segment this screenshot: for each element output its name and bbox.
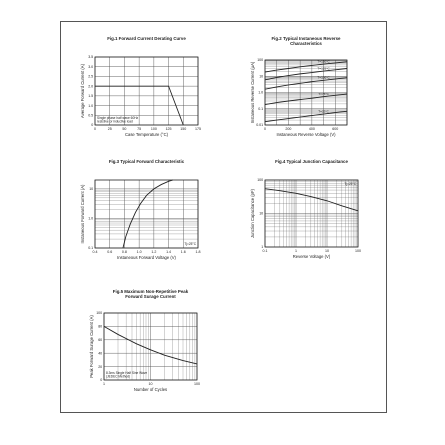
fig3-xtick-label: 0.6 [107, 250, 113, 254]
fig5-ytick-label: 100 [96, 311, 103, 316]
fig3-xtick-label: 0.4 [92, 250, 98, 254]
fig2-series-line [265, 94, 347, 105]
fig1-ytick-label: 3.0 [88, 64, 94, 69]
fig3-xtick-label: 1.4 [166, 250, 172, 254]
fig5-xtick-label: 10 [148, 382, 153, 386]
fig2-chart [250, 36, 347, 137]
fig2-xtick-label: 400 [308, 127, 315, 131]
fig4-x-axis-label: Reverse Voltage (V) [292, 254, 331, 259]
fig2-xtick-label: 0 [264, 127, 266, 131]
fig1-ytick-label: 0 [91, 123, 94, 128]
fig3-xtick-label: 1.0 [136, 250, 142, 254]
fig4-y-axis-label: Junction Capacitance (pF) [250, 189, 255, 238]
fig1-ytick-label: 1.5 [88, 94, 94, 99]
fig5-ytick-label: 80 [98, 324, 103, 329]
fig3-chart [80, 159, 201, 260]
fig1-xtick-label: 0 [94, 127, 96, 131]
fig1-xtick-label: 125 [165, 127, 172, 131]
fig3-ytick-label: 0.1 [88, 246, 94, 251]
fig3-x-axis-label: Instaneous Forward Voltage (V) [117, 255, 176, 260]
fig2-title: Characteristics [290, 41, 322, 46]
fig1-ytick-label: 1.0 [88, 103, 94, 108]
fig1-xtick-label: 50 [122, 127, 127, 131]
fig2-series-label: T=125°C [317, 66, 330, 71]
fig3-ytick-label: 10 [89, 187, 94, 192]
fig4-annotation: Tj=25°C [344, 182, 356, 186]
fig1-chart [80, 36, 201, 137]
fig4-title: Fig.4 Typical Junction Capacitance [275, 159, 348, 164]
fig1-xtick-label: 150 [180, 127, 187, 131]
fig1-xtick-label: 100 [150, 127, 157, 131]
fig1-title: Fig.1 Forward Current Derating Curve [107, 36, 186, 41]
fig5-title: Forward Surage Current [125, 294, 176, 299]
fig2-series-label: T=100°C [317, 75, 330, 80]
fig2-ytick-label: 0.01 [256, 123, 264, 128]
fig5-annotation: (JEDEC Method) [106, 374, 131, 379]
fig4-ytick-label: 100 [257, 178, 264, 183]
fig2-series-label: T=150°C [317, 59, 330, 64]
fig1-xtick-label: 175 [195, 127, 201, 131]
fig5-ytick-label: 20 [98, 364, 103, 369]
fig1-plot-frame [95, 57, 198, 125]
fig3-xtick-label: 1.6 [180, 250, 186, 254]
fig5-chart [89, 289, 200, 392]
fig1-xtick-label: 25 [107, 127, 112, 131]
fig4-chart [250, 159, 361, 259]
fig2-series-line [265, 62, 347, 72]
fig2-x-axis-label: Instaneous Reverse Voltage (V) [276, 132, 336, 137]
fig5-y-axis-label: Peak Forward Surage Current (A) [89, 315, 94, 378]
fig1-x-axis-label: Case Temperature (°C) [124, 132, 169, 137]
fig5-xtick-label: 1 [103, 382, 105, 386]
fig2-xtick-label: 600 [332, 127, 339, 131]
fig5-ytick-label: 0 [100, 378, 103, 383]
fig4-ytick-label: 1 [261, 245, 264, 250]
fig4-xtick-label: 0.1 [262, 249, 268, 253]
fig3-xtick-label: 1.8 [195, 250, 201, 254]
fig4-xtick-label: 100 [355, 249, 361, 253]
fig2-y-axis-label: Instaneous Reverse Current (µA) [250, 61, 255, 124]
fig1-y-axis-label: Average Forward Current (A) [80, 64, 85, 118]
fig3-annotation: Tj=25°C [184, 242, 196, 246]
fig5-x-axis-label: Number of Cycles [133, 387, 168, 392]
fig3-ytick-label: 1.0 [88, 216, 94, 221]
fig2-ytick-label: 10 [259, 74, 264, 79]
fig4-ytick-label: 10 [259, 211, 264, 216]
fig2-title: Fig.2 Typical Instaneous Reverse [271, 36, 341, 41]
fig2-series-label: T=25°C [318, 109, 329, 114]
fig1-ytick-label: 2.0 [88, 84, 94, 89]
fig4-xtick-label: 10 [325, 249, 329, 253]
fig2-ytick-label: 100 [257, 58, 264, 63]
fig3-title: Fig.3 Typical Forward Characteristic [108, 159, 185, 164]
fig3-xtick-label: 1.2 [151, 250, 157, 254]
fig1-annotation: Single phase half wave 60Hz [97, 115, 139, 120]
fig4-xtick-label: 1 [295, 249, 297, 253]
fig3-y-axis-label: Instaneous Forward Current (A) [80, 184, 85, 244]
fig2-series-label: T=75°C [318, 92, 329, 97]
fig1-ytick-label: 2.5 [88, 74, 94, 79]
fig4-series-line [265, 189, 358, 211]
fig1-ytick-label: 0.5 [88, 113, 94, 118]
fig5-ytick-label: 40 [98, 351, 103, 356]
fig5-annotation: 8.3ms Single Half Sine Wave [106, 370, 148, 375]
fig1-annotation: resistive or inductive load [97, 119, 133, 124]
fig2-xtick-label: 200 [285, 127, 292, 131]
fig2-ytick-label: 1.0 [258, 90, 264, 95]
fig3-xtick-label: 0.8 [121, 250, 127, 254]
fig5-ytick-label: 60 [98, 338, 103, 342]
fig2-ytick-label: 0.1 [258, 106, 264, 111]
fig5-xtick-label: 100 [194, 382, 200, 386]
fig5-title: Fig.5 Maximum Non-Repetitive Peak [112, 289, 189, 294]
fig1-xtick-label: 75 [137, 127, 142, 131]
fig1-ytick-label: 3.5 [88, 55, 94, 60]
